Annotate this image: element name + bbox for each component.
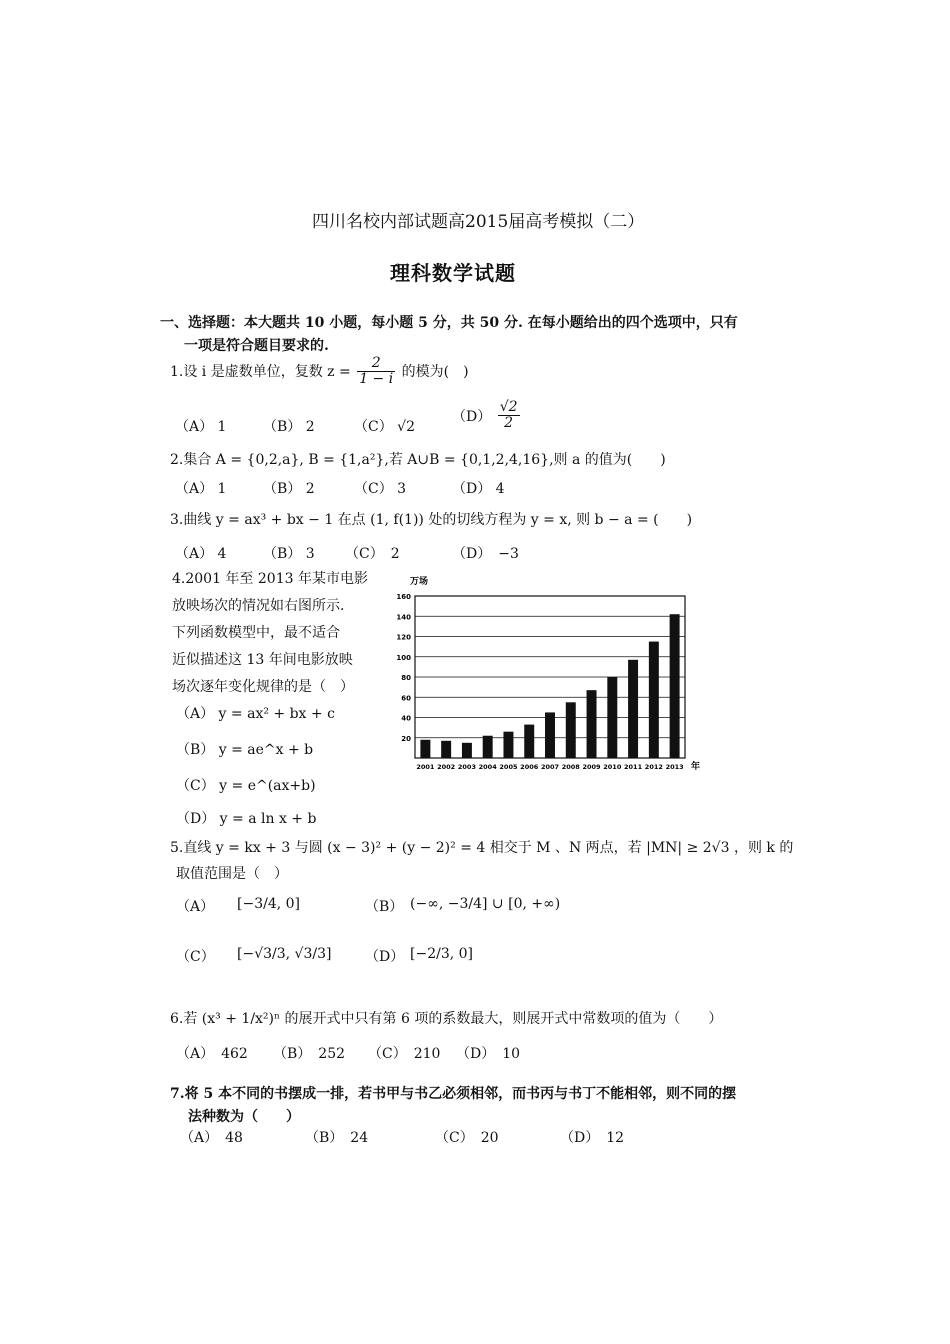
chart-bar — [628, 660, 638, 758]
question-7-text-2: 法种数为（ ） — [188, 1109, 300, 1125]
question-6-option-a: （A） 462 — [176, 1046, 248, 1062]
question-1-fraction — [357, 356, 395, 388]
chart-bar — [649, 642, 659, 758]
chart-x-tick-label: 2006 — [520, 763, 539, 771]
chart-plot-area — [396, 593, 685, 771]
chart-x-tick-label: 2002 — [437, 763, 456, 771]
section-instructions-line1: 一、选择题：本大题共 10 小题，每小题 5 分，共 50 分. 在每小题给出的四个选项中，只有 — [160, 315, 738, 331]
chart-x-tick-label: 2010 — [603, 763, 622, 771]
fraction-numerator: √2 — [499, 399, 518, 415]
chart-x-tick-label: 2013 — [665, 763, 684, 771]
chart-bar — [587, 690, 597, 758]
chart-y-tick-label: 80 — [401, 674, 411, 682]
chart-x-tick-label: 2001 — [416, 763, 435, 771]
question-4-stem — [172, 566, 368, 701]
chart-x-tick-label: 2012 — [644, 763, 663, 771]
chart-bar — [670, 614, 680, 758]
question-1-text-b: 的模为( ) — [401, 363, 469, 380]
question-5-option-c-label: （C） — [176, 949, 215, 965]
question-1-option-a: （A） 1 — [175, 419, 227, 435]
question-4-line: 下列函数模型中，最不适合 — [172, 625, 340, 641]
page-title: 四川名校内部试题高2015届高考模拟（二） — [312, 212, 645, 232]
question-2-option-b: （B） 2 — [263, 481, 315, 497]
question-6-option-b: （B） 252 — [273, 1046, 346, 1062]
question-5-option-a-label: （A） — [176, 899, 215, 915]
chart-x-tick-label: 2003 — [457, 763, 476, 771]
chart-bar — [420, 740, 430, 758]
chart-x-tick-label: 2007 — [540, 763, 560, 771]
question-3-option-a: （A） 4 — [175, 546, 227, 562]
question-5-option-b: (−∞, −3/4] ∪ [0, +∞) — [410, 896, 561, 912]
chart-bar — [483, 736, 493, 758]
chart-bar — [607, 677, 617, 758]
chart-x-tick-label: 2008 — [561, 763, 580, 771]
question-7-option-d: （D） 12 — [560, 1130, 625, 1146]
chart-x-tick-label: 2011 — [624, 763, 643, 771]
chart-y-tick-label: 60 — [401, 694, 411, 703]
question-1-option-b: （B） 2 — [263, 419, 315, 435]
question-1-text-a: 1.设 i 是虚数单位，复数 z = — [170, 363, 351, 380]
fraction-numerator: 2 — [357, 356, 395, 372]
chart-x-tick-label: 2004 — [478, 763, 497, 771]
exam-subject-title: 理科数学试题 — [390, 261, 516, 285]
chart-y-tick-label: 120 — [396, 633, 411, 642]
question-4-line: 放映场次的情况如右图所示. — [172, 598, 345, 614]
question-6-text: 6.若 (x³ + 1/x²)ⁿ 的展开式中只有第 6 项的系数最大，则展开式中常数项的值为（ ） — [170, 1011, 723, 1027]
question-4-option-b: （B） y = ae^x + b — [176, 742, 314, 758]
question-4-option-c: （C） y = e^(ax+b) — [176, 778, 316, 794]
question-3-option-b: （B） 3 — [263, 546, 315, 562]
fraction-denominator: 2 — [504, 415, 514, 432]
question-5-option-b-label: （B） — [365, 899, 404, 915]
question-5-text-2: 取值范围是（ ） — [176, 866, 288, 882]
chart-bar — [462, 743, 472, 758]
chart-bar — [545, 712, 555, 758]
chart-y-tick-label: 40 — [401, 714, 411, 723]
question-4-option-d: （D） y = a ln x + b — [176, 811, 317, 827]
chart-x-tick-label: 2005 — [499, 763, 518, 771]
question-6-option-d: （D） 10 — [456, 1046, 521, 1062]
question-1-option-c: （C） √2 — [354, 419, 415, 435]
chart-bar — [503, 732, 513, 758]
movie-screenings-bar-chart — [385, 572, 705, 777]
question-5-option-d: [−2/3, 0] — [410, 946, 473, 962]
question-5-option-a: [−3/4, 0] — [237, 896, 300, 912]
question-7-option-b: （B） 24 — [305, 1130, 369, 1146]
option-d-fraction — [498, 400, 520, 432]
question-2-option-c: （C） 3 — [354, 481, 407, 497]
question-4-option-a: （A） y = ax² + bx + c — [176, 706, 335, 722]
question-5-option-d-label: （D） — [365, 949, 405, 965]
chart-y-axis-label: 万场 — [410, 577, 429, 587]
question-7-text: 7.将 5 本不同的书摆成一排，若书甲与书乙必须相邻，而书丙与书丁不能相邻，则不同的摆 — [170, 1086, 737, 1102]
option-d-label: （D） — [452, 408, 492, 425]
question-2-text: 2.集合 A = {0,2,a}, B = {1,a²},若 A∪B = {0,1,2,4,16},则 a 的值为( ) — [170, 452, 666, 468]
question-6-option-c: （C） 210 — [368, 1046, 441, 1062]
question-4-line: 4.2001 年至 2013 年某市电影 — [172, 571, 368, 587]
chart-bar — [441, 741, 451, 758]
chart-bar — [524, 725, 534, 758]
fraction-denominator: 1 − i — [359, 371, 394, 388]
question-1-option-d — [452, 400, 522, 432]
question-5-option-c: [−√3/3, √3/3] — [237, 946, 332, 962]
question-2-option-d: （D） 4 — [452, 481, 505, 497]
chart-x-tick-label: 2009 — [582, 763, 601, 771]
chart-y-tick-label: 100 — [396, 653, 411, 662]
chart-bar — [566, 702, 576, 758]
question-1 — [170, 356, 469, 388]
section-instructions-line2: 一项是符合题目要求的. — [184, 338, 329, 354]
chart-y-tick-label: 140 — [396, 613, 411, 622]
question-3-option-d: （D） −3 — [452, 546, 519, 562]
question-4-line: 近似描述这 13 年间电影放映 — [172, 652, 353, 668]
question-7-option-c: （C） 20 — [435, 1130, 499, 1146]
question-3-option-c: （C） 2 — [345, 546, 400, 562]
chart-y-tick-label: 20 — [401, 734, 411, 743]
question-7-option-a: （A） 48 — [180, 1130, 243, 1146]
chart-x-axis-label: 年 — [691, 762, 701, 772]
chart-y-tick-label: 160 — [396, 593, 411, 601]
question-4-line: 场次逐年变化规律的是（ ） — [172, 679, 354, 695]
question-5-text: 5.直线 y = kx + 3 与圆 (x − 3)² + (y − 2)² = 4 相交于 M 、N 两点，若 |MN| ≥ 2√3 ，则 k 的 — [170, 840, 794, 856]
question-3-text: 3.曲线 y = ax³ + bx − 1 在点 (1, f(1)) 处的切线方程为 y = x, 则 b − a = ( ) — [170, 512, 693, 528]
question-2-option-a: （A） 1 — [175, 481, 227, 497]
